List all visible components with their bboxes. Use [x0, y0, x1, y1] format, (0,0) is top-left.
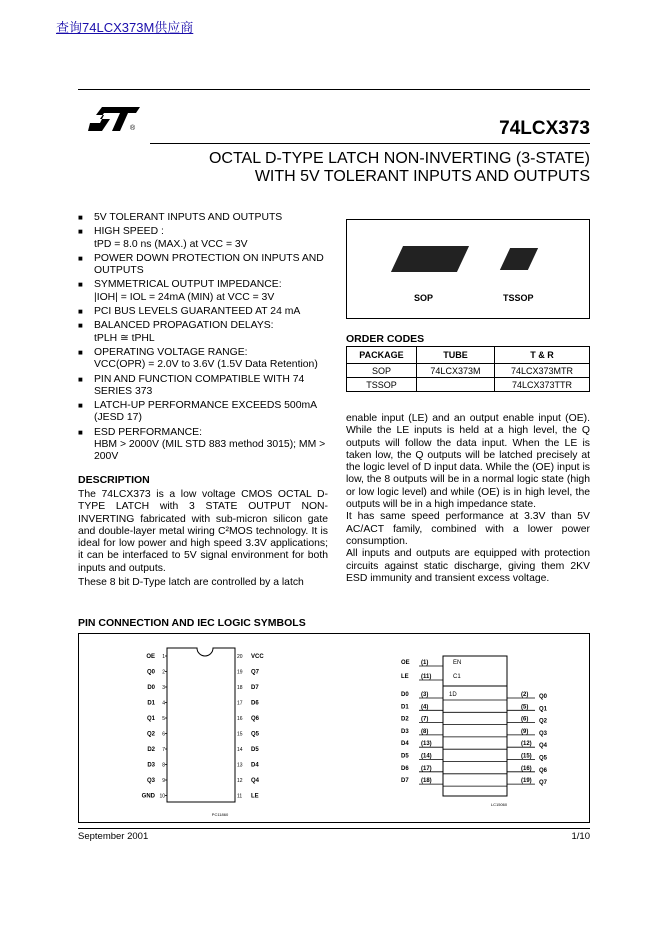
- description-text-right-3: All inputs and outputs are equipped with protection circuits against static discharge, giving them 2KV ESD immunity and transient excess voltage.: [346, 548, 590, 584]
- tssop-label: TSSOP: [503, 293, 534, 303]
- dip-pin-number: 8: [162, 762, 165, 769]
- dip-pin-name: D6: [251, 700, 259, 707]
- tssop-package-image: [500, 248, 538, 270]
- iec-input-name: D3: [401, 728, 409, 735]
- iec-output-number: (9): [521, 728, 529, 735]
- feature-text: ■ PIN AND FUNCTION COMPATIBLE WITH 74 SERIES 373: [94, 373, 305, 397]
- iec-output-name: Q3: [539, 730, 548, 737]
- dip-pin-number: 11: [237, 793, 243, 800]
- header-rule: [78, 89, 590, 90]
- feature-text: ■ BALANCED PROPAGATION DELAYS:: [94, 320, 274, 332]
- iec-output-number: (15): [521, 753, 532, 760]
- dip-pin-name: LE: [251, 793, 259, 800]
- iec-input-number: (18): [421, 778, 432, 785]
- sop-label: SOP: [414, 293, 434, 303]
- iec-output-name: Q4: [539, 743, 548, 750]
- feature-text: ■ PCI BUS LEVELS GUARANTEED AT 24 mA: [94, 306, 301, 318]
- dip-pin-number: 5: [162, 716, 165, 722]
- feature-detail: tPLH ≅ tPHL: [94, 332, 155, 344]
- dip-pin-name: Q7: [251, 669, 260, 676]
- iec-input-number: (14): [421, 753, 432, 760]
- iec-ctrl-number: (1): [421, 660, 429, 666]
- feature-item: [78, 279, 328, 304]
- iec-output-number: (19): [521, 778, 532, 785]
- col-package: PACKAGE: [347, 347, 417, 364]
- iec-input-name: D0: [401, 692, 409, 698]
- iec-output-name: Q5: [539, 755, 548, 762]
- feature-item: [78, 347, 328, 372]
- dip-pin-number: 4: [162, 700, 165, 707]
- dip-pin-number: 20: [237, 654, 243, 660]
- document-title: [110, 150, 590, 186]
- iec-ctrl-label: EN: [453, 660, 462, 666]
- pin-connection-diagram: [79, 634, 589, 822]
- title-rule: [150, 143, 590, 144]
- order-codes-table: [346, 346, 590, 392]
- cell: 74LCX373MTR: [494, 364, 589, 378]
- dip-pin-number: 15: [237, 731, 243, 738]
- feature-item: [78, 253, 328, 278]
- dip-pin-name: Q5: [251, 731, 260, 738]
- dip-pin-name: D5: [251, 747, 259, 753]
- feature-detail: HBM > 2000V (MIL STD 883 method 3015); MM > 200V: [94, 439, 326, 463]
- iec-input-number: (13): [421, 741, 432, 748]
- dip-pin-number: 19: [237, 669, 243, 676]
- iec-figure-id: LC15060: [490, 802, 508, 807]
- feature-item: [78, 212, 328, 224]
- registered-mark: ®: [130, 125, 136, 132]
- dip-pin-name: D0: [147, 685, 155, 691]
- cell: 74LCX373TTR: [494, 378, 589, 392]
- dip-pin-number: 9: [162, 778, 165, 784]
- cell: TSSOP: [347, 378, 417, 392]
- dip-pin-name: Q6: [251, 716, 260, 722]
- description-heading: DESCRIPTION: [78, 473, 150, 486]
- supplier-search-link[interactable]: 查询74LCX373M供应商: [56, 20, 194, 35]
- dip-pin-name: OE: [146, 654, 155, 660]
- dip-pin-number: 12: [237, 778, 243, 784]
- dip-pin-name: VCC: [251, 654, 264, 660]
- iec-ctrl-number: (11): [421, 674, 432, 680]
- dip-pin-number: 14: [237, 747, 243, 753]
- iec-output-number: (16): [521, 765, 532, 772]
- description-right-column: [346, 413, 590, 585]
- footer-rule: [78, 828, 590, 829]
- feature-text: ■ HIGH SPEED :: [94, 226, 164, 238]
- description-text-left: The 74LCX373 is a low voltage CMOS OCTAL D-TYPE LATCH with 3 STATE OUTPUT NON-INVERTING fabricated with sub-micron silicon gate and double-layer metal wiring C²MOS technology. It is ideal for low power and high speed 3.3V applications; it can be interfaced to 5V signal environment for both inputs and outputs.: [78, 488, 328, 574]
- col-tr: T & R: [494, 347, 589, 364]
- feature-item: [78, 374, 328, 399]
- package-images: [346, 219, 590, 319]
- iec-input-name: D7: [401, 778, 409, 785]
- iec-input-name: D6: [401, 765, 409, 772]
- iec-ctrl-label: C1: [453, 674, 461, 680]
- feature-item: [78, 226, 328, 251]
- dip-pin-name: Q0: [146, 669, 155, 676]
- feature-item: [78, 427, 328, 464]
- iec-input-name: D5: [401, 753, 409, 760]
- dip-pin-name: D4: [251, 762, 259, 769]
- feature-detail: |IOH| = IOL = 24mA (MIN) at VCC = 3V: [94, 291, 275, 303]
- dip-pin-number: 17: [237, 700, 243, 707]
- feature-detail: tPD = 8.0 ns (MAX.) at VCC = 3V: [94, 238, 248, 250]
- feature-item: [78, 400, 328, 425]
- cell: SOP: [347, 364, 417, 378]
- dip-pin-number: 16: [237, 716, 243, 722]
- dip-pin-number: 10: [159, 793, 165, 800]
- iec-input-name: D1: [401, 704, 409, 711]
- table-row: [347, 378, 590, 392]
- iec-output-name: Q0: [539, 694, 548, 700]
- footer-date: September 2001: [78, 831, 149, 842]
- description-text-right-2: It has same speed performance at 3.3V than 5V AC/ACT family, combined with a lower power consumption.: [346, 511, 590, 547]
- col-tube: TUBE: [416, 347, 494, 364]
- iec-output-number: (6): [521, 716, 529, 723]
- dip-pin-number: 13: [237, 762, 243, 769]
- iec-input-number: (17): [421, 765, 432, 772]
- table-row: [347, 364, 590, 378]
- iec-input-name: D4: [401, 741, 409, 748]
- dip-pin-name: Q4: [251, 778, 260, 784]
- feature-item: [78, 306, 328, 318]
- dip-body: [167, 648, 235, 802]
- features-list: [78, 212, 328, 589]
- feature-text: ■ LATCH-UP PERFORMANCE EXCEEDS 500mA (JESD 17): [94, 400, 317, 424]
- pin-section-heading: PIN CONNECTION AND IEC LOGIC SYMBOLS: [78, 617, 306, 629]
- iec-input-number: (4): [421, 704, 429, 711]
- dip-pin-name: Q3: [146, 778, 155, 784]
- title-line-2: WITH 5V TOLERANT INPUTS AND OUTPUTS: [254, 168, 590, 185]
- footer-page: 1/10: [571, 831, 590, 842]
- iec-output-name: Q7: [539, 780, 548, 787]
- dip-pin-number: 3: [162, 685, 165, 691]
- order-codes-heading: ORDER CODES: [346, 333, 425, 345]
- dip-pin-name: GND: [141, 793, 155, 800]
- iec-ctrl-name: LE: [401, 674, 409, 680]
- feature-text: ■ OPERATING VOLTAGE RANGE:: [94, 346, 248, 358]
- iec-output-name: Q2: [539, 718, 548, 725]
- iec-output-name: Q1: [539, 706, 548, 713]
- cell: 74LCX373M: [416, 364, 494, 378]
- iec-data-block: [443, 686, 507, 796]
- dip-pin-name: D2: [147, 747, 155, 753]
- iec-output-number: (12): [521, 741, 532, 748]
- part-number: 74LCX373: [499, 118, 590, 139]
- iec-input-number: (8): [421, 728, 429, 735]
- iec-output-number: (2): [521, 692, 529, 698]
- iec-input-number: (3): [421, 692, 429, 698]
- description-text-right-1: enable input (LE) and an output enable input (OE). While the LE inputs is held at a high level, the Q outputs will follow the data input. When the LE is taken low, the Q outputs will be latched precisely at the logic level of D input data. While the (OE) input is low, the 8 outputs will be in a normal logic state (high or low logic level) and while (OE) is in high level, the outputs will be in a high impedance state.: [346, 413, 590, 511]
- dip-pin-name: D3: [147, 762, 155, 769]
- cell: [416, 378, 494, 392]
- title-line-1: OCTAL D-TYPE LATCH NON-INVERTING (3-STATE): [208, 150, 590, 167]
- description-text-left-2: These 8 bit D-Type latch are controlled by a latch: [78, 577, 304, 589]
- iec-output-name: Q6: [539, 767, 548, 774]
- dip-pin-number: 6: [162, 731, 165, 738]
- dip-pin-number: 7: [162, 747, 165, 753]
- dip-pin-name: Q2: [146, 731, 155, 738]
- feature-detail: VCC(OPR) = 2.0V to 3.6V (1.5V Data Retention): [94, 359, 318, 371]
- iec-1d-label: 1D: [449, 692, 457, 698]
- feature-text: ■ POWER DOWN PROTECTION ON INPUTS AND OUTPUTS: [94, 252, 324, 277]
- iec-ctrl-name: OE: [401, 660, 410, 666]
- feature-text: ■ 5V TOLERANT INPUTS AND OUTPUTS: [94, 212, 283, 223]
- dip-pin-name: D7: [251, 685, 259, 691]
- feature-text: ■ SYMMETRICAL OUTPUT IMPEDANCE:: [94, 279, 282, 291]
- dip-pin-number: 1: [162, 654, 165, 660]
- dip-figure-id: PC11860: [211, 812, 229, 817]
- feature-text: ■ ESD PERFORMANCE:: [94, 426, 202, 438]
- dip-pin-number: 2: [162, 669, 165, 676]
- iec-input-number: (7): [421, 716, 429, 723]
- iec-output-number: (5): [521, 704, 529, 711]
- iec-input-name: D2: [401, 716, 409, 723]
- sop-package-image: [391, 246, 469, 272]
- dip-pin-number: 18: [237, 685, 243, 691]
- pin-diagram-box: [78, 633, 590, 823]
- st-logo: [80, 97, 140, 137]
- dip-pin-name: D1: [147, 700, 155, 707]
- dip-pin-name: Q1: [146, 716, 155, 722]
- feature-item: [78, 320, 328, 345]
